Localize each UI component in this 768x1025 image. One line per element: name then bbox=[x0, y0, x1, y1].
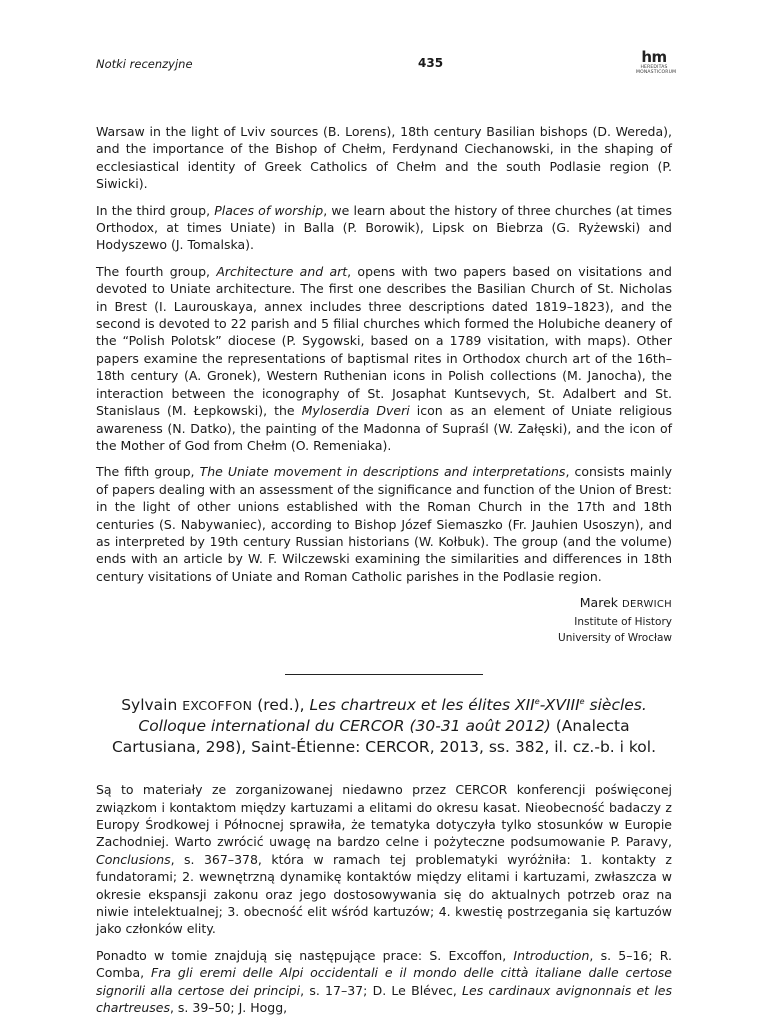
italic-title: Myloserdia Dveri bbox=[301, 403, 410, 419]
text-run: The fifth group, bbox=[96, 464, 200, 480]
running-title: Notki recenzyjne bbox=[96, 57, 193, 71]
reviewer-last-name: DERWICH bbox=[621, 599, 672, 611]
review2-body bbox=[96, 781, 672, 1016]
reviewer-affiliation-2: University of Wrocław bbox=[558, 632, 672, 645]
review1-paragraph-1: Warsaw in the light of Lviv sources (B. Lorens), 18th century Basilian bishops (D. Wereda), and the importance of the Bishop of Chełm, Ferdynand Ciechanowski, in the shaping of ecclesiastical identity of Greek Catholics of Chełm and the south Podlasie region (P. Siwicki). bbox=[96, 124, 672, 192]
section-divider bbox=[285, 674, 483, 675]
text-run: -XVIII bbox=[539, 696, 580, 715]
italic-title: Places of worship bbox=[214, 202, 324, 218]
superscript: e bbox=[579, 697, 585, 706]
page-content bbox=[96, 123, 672, 1025]
reviewer-signature bbox=[96, 594, 672, 646]
review1-paragraph-3 bbox=[96, 263, 672, 454]
text-run: icon as an element of Uniate religious awareness (N. Datko), the painting of the Madonna of Supraśl (W. Załęski), and the icon of the Mother of God from Chełm (O. Remeniaka). bbox=[96, 403, 672, 453]
logo-mark: hm bbox=[641, 48, 667, 66]
review2-paragraph-2 bbox=[96, 947, 672, 1017]
italic-title: Conclusions bbox=[96, 851, 171, 867]
review1-paragraph-4 bbox=[96, 463, 672, 585]
text-run: (Analecta Cartusiana, 298), Saint-Étienne: CERCOR, 2013, ss. 382, il. cz.-b. i kol. bbox=[111, 717, 657, 757]
text-run: siècles. Colloque international du CERCOR (30-31 août 2012) bbox=[138, 696, 647, 736]
superscript: e bbox=[534, 697, 540, 706]
italic-title: The Uniate movement in descriptions and interpretations bbox=[199, 464, 566, 480]
review1-paragraph-2 bbox=[96, 202, 672, 254]
text-run: , s. 5–16; R. Comba, bbox=[96, 947, 672, 981]
text-run: , s. 17–37; D. Le Blévec, bbox=[300, 982, 463, 998]
text-run: (red.), bbox=[252, 696, 310, 715]
author-last-name: EXCOFFON bbox=[182, 698, 253, 714]
logo-subtitle-top: HEREDITAS bbox=[640, 65, 668, 70]
italic-title: Architecture and art bbox=[216, 263, 348, 279]
reviewer-name bbox=[96, 594, 672, 614]
publisher-logo bbox=[636, 48, 677, 82]
text-run: Ponadto w tomie znajdują się następujące prace: S. Excoffon, bbox=[96, 947, 514, 963]
italic-title: Les cardinaux avignonnais et les chartreuses bbox=[96, 982, 672, 1016]
italic-title: Fra gli eremi delle Alpi occidentali e il mondo delle città italiane dalle certose signorili alla certose dei principi bbox=[96, 965, 672, 998]
author-first-name: Sylvain bbox=[121, 696, 183, 715]
review2-paragraph-1 bbox=[96, 781, 672, 938]
review2-title bbox=[106, 695, 662, 758]
text-run: , s. 367–378, która w ramach tej problematyki wyróżniła: 1. kontakty z fundatorami; 2. wewnętrzną dynamikę kontaktów między elitami i kartuzami, zwłaszcza w okresie ekspansji zakonu oraz jego dostosowywania się do aktualnych potrzeb oraz na niwie intelektualnej; 3. obecność elit wśród kartuzów; 4. kwestię postrzegania się kartuzów jako członków elity. bbox=[96, 851, 672, 937]
text-run: In the third group, bbox=[96, 202, 215, 218]
logo-subtitle-bottom: MONASTICORUM bbox=[636, 70, 677, 75]
reviewer-affiliation-1: Institute of History bbox=[574, 616, 672, 629]
text-run: The fourth group, bbox=[96, 263, 217, 279]
text-run: , consists mainly of papers dealing with an assessment of the significance and function of the Union of Brest: in the light of other unions established with the Roman Church in the 17th and 18th centuries (S. Nabywaniec), according to Bishop Józef Siemaszko (Fr. Jauhien Usoszyn), and as interpreted by 19th century Russian historians (W. Kołbuk). The group (and the volume) ends with an article by W. F. Wilczewski examining the similarities and differences in 18th century visitations of Uniate and Roman Catholic parishes in the Podlasie region. bbox=[96, 464, 672, 584]
text-run: Są to materiały ze zorganizowanej niedawno przez CERCOR konferencji poświęconej związkom i kontaktom między kartuzami a elitami do okresu kasat. Nieobecność badaczy z Europy Środkowej i Północnej sprawiła, że tematyka dotyczyła tylko stosunków w Europie Zachodniej. Warto zwrócić uwagę na bardzo celne i pożyteczne podsumowanie P. Paravy, bbox=[96, 782, 672, 850]
text-run: , opens with two papers based on visitations and devoted to Uniate architecture. The first one describes the Basilian Church of St. Nicholas in Brest (I. Laurouskaya, annex includes three descriptions dated 1819–1823), and the second is devoted to 22 parish and 5 filial churches which formed the Holubiche deanery of the “Polish Polotsk” diocese (P. Sygowski, based on a 1789 visitation, with maps). Other papers examine the representations of baptismal rites in Orthodox church art of the 16th–18th century (A. Gronek), Western Ruthenian icons in Polish collections (M. Janocha), the interaction between the iconography of St. Josaphat Kuntsevych, St. Adalbert and St. Stanislaus (M. Łepkowski), the bbox=[96, 263, 672, 419]
text-run: , s. 39–50; J. Hogg, bbox=[169, 1000, 288, 1016]
page-number: 435 bbox=[418, 56, 444, 70]
reviewer-first-name: Marek bbox=[579, 595, 622, 611]
text-run: Les chartreux et les élites XII bbox=[309, 696, 535, 715]
text-run: , we learn about the history of three churches (at times Orthodox, at times Uniate) in Balla (P. Borowik), Lipsk on Biebrza (G. Ryżewski) and Hodyszewo (J. Tomalska). bbox=[96, 202, 672, 253]
italic-title: Introduction bbox=[513, 947, 590, 963]
page-header bbox=[96, 48, 677, 80]
